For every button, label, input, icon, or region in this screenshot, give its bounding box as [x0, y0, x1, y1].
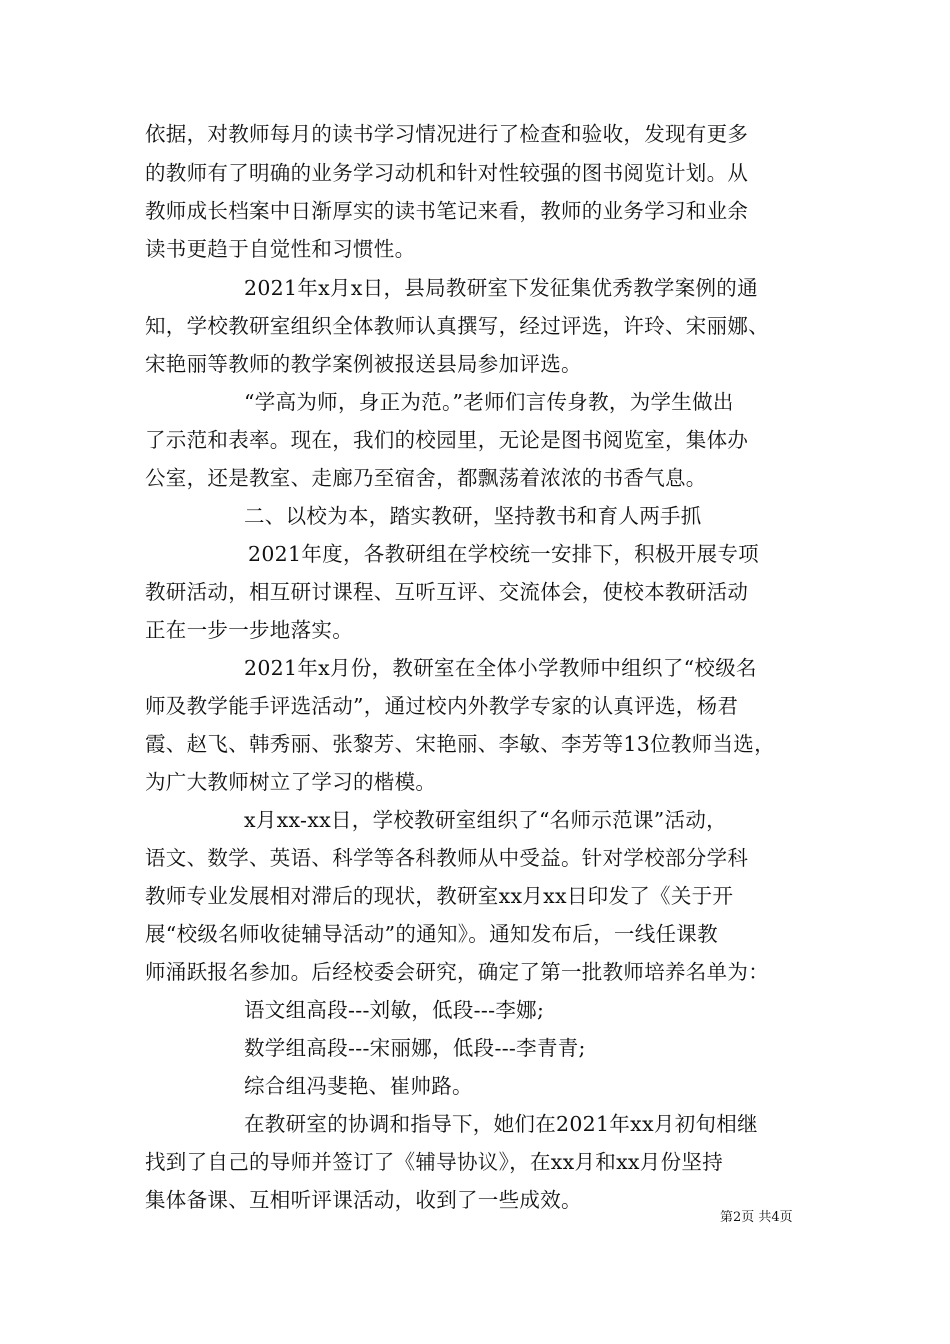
text-line: 霞、赵飞、韩秀丽、张黎芳、宋艳丽、李敏、李芳等13位教师当选，	[145, 732, 775, 756]
text-line: 师及教学能手评选活动”，通过校内外教学专家的认真评选，杨君	[145, 694, 739, 718]
text-line: 公室，还是教室、走廊乃至宿舍，都飘荡着浓浓的书香气息。	[145, 466, 707, 490]
text-line: 教师成长档案中日渐厚实的读书笔记来看，教师的业务学习和业余	[145, 199, 749, 223]
text-line: 语文、数学、英语、科学等各科教师从中受益。针对学校部分学科	[145, 846, 749, 870]
text-line: 的教师有了明确的业务学习动机和针对性较强的图书阅览计划。从	[145, 161, 749, 185]
text-line: 教研活动，相互研讨课程、互听互评、交流体会，使校本教研活动	[145, 580, 749, 604]
list-item: 综合组冯斐艳、崔帅路。	[244, 1074, 473, 1098]
text-line: 正在一步一步地落实。	[145, 618, 353, 642]
section-heading: 二、以校为本，踏实教研，坚持教书和育人两手抓	[244, 504, 702, 528]
text-line: 师涌跃报名参加。后经校委会研究，确定了第一批教师培养名单为：	[145, 960, 769, 984]
text-line: 在教研室的协调和指导下，她们在2021年xx月初旬相继	[244, 1112, 758, 1136]
list-item: 语文组高段---刘敏，低段---李娜;	[244, 998, 545, 1022]
text-line: 集体备课、互相听评课活动，收到了一些成效。	[145, 1188, 582, 1212]
text-line: 2021年度，各教研组在学校统一安排下，积极开展专项	[248, 542, 759, 566]
text-line: 找到了自己的导师并签订了《辅导协议》，在xx月和xx月份坚持	[145, 1150, 723, 1174]
text-line: 为广大教师树立了学习的楷模。	[145, 770, 437, 794]
list-item: 数学组高段---宋丽娜，低段---李青青;	[244, 1036, 586, 1060]
page-number: 第2页 共4页	[720, 1210, 793, 1225]
text-line: 教师专业发展相对滞后的现状，教研室xx月xx日印发了《关于开	[145, 884, 734, 908]
text-line: 了示范和表率。现在，我们的校园里，无论是图书阅览室，集体办	[145, 428, 749, 452]
text-line: x月xx-xx日，学校教研室组织了“名师示范课”活动，	[244, 808, 727, 832]
text-line: 宋艳丽等教师的教学案例被报送县局参加评选。	[145, 352, 582, 376]
text-line: 读书更趋于自觉性和习惯性。	[145, 237, 416, 261]
text-line: “学高为师，身正为范。”老师们言传身教，为学生做出	[244, 390, 734, 414]
text-line: 2021年x月份，教研室在全体小学教师中组织了“校级名	[244, 656, 757, 680]
text-line: 知，学校教研室组织全体教师认真撰写，经过评选，许玲、宋丽娜、	[145, 314, 769, 338]
text-line: 展“校级名师收徒辅导活动”的通知》。通知发布后，一线任课教	[145, 922, 718, 946]
text-line: 依据，对教师每月的读书学习情况进行了检查和验收，发现有更多	[145, 122, 749, 146]
text-line: 2021年x月x日，县局教研室下发征集优秀教学案例的通	[244, 276, 758, 300]
